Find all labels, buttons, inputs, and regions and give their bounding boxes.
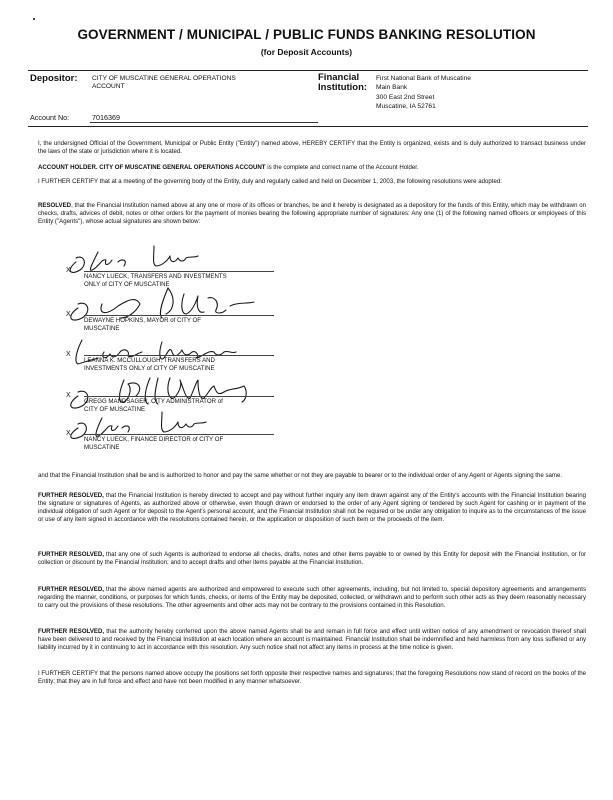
signature-4-x-mark: X <box>66 392 71 399</box>
document-subtitle: (for Deposit Accounts) <box>260 47 353 57</box>
signature-4-line <box>84 396 274 397</box>
resolved-paragraph <box>38 202 586 226</box>
scan-speck <box>33 18 35 20</box>
institution-line3: 300 East 2nd Street <box>376 94 435 101</box>
signer-2-name-line2: MUSCATINE <box>84 324 120 332</box>
institution-label-line2: Institution: <box>318 82 368 93</box>
resolved-rest: , that the Financial Institution named above at any one or more of its offices or branches, be and it hereby is designated as a depository for the funds of this Entity, which may be withdrawn on checks, drafts, advices of debit, notes or other orders for the payment of monies bearing the following appropriate number of signatures: Any one (1) of the following named officers or employees of this Entity ("Agents"), whose actual signatures are shown below: <box>38 202 586 225</box>
signer-4-name-line1: GREGG MANDSAGER, CITY ADMINISTRATOR of <box>84 398 223 405</box>
depositor-name-line2: ACCOUNT <box>92 83 125 90</box>
further-resolved-4-rest: that the authority hereby conferred upon the above named Agents shall be and remain in full force and effect until written notice of any amendment or revocation thereof shall have been delivered to and received by the Financial Institution at each location where an account is maintained. Financial Institution shall be indemnified and held harmless from any loss suffered or any liability incurred by it in continuing to act in accordance with this resolution. Any such notice shall not affect any items in process at the time notice is given. <box>38 628 586 651</box>
further-resolved-4-lead: FURTHER RESOLVED, <box>38 628 105 635</box>
signature-5-line <box>84 434 274 435</box>
signer-5-name-line2: MUSCATINE <box>84 443 120 451</box>
section-rule <box>28 126 588 127</box>
honor-paragraph: and that the Financial Institution shall be and is authorized to honor and pay the same whether or not they are payable to bearer or to the individual order of any Agent or Agents signing the same. <box>38 472 563 479</box>
signature-2-line <box>84 315 274 316</box>
signer-2-name <box>84 317 290 332</box>
resolved-lead: RESOLVED <box>38 202 72 209</box>
signer-4-name-line2: CITY OF MUSCATINE <box>84 405 146 413</box>
signature-2-x-mark: X <box>66 311 71 318</box>
account-label: Account No: <box>30 113 70 122</box>
further-resolved-3 <box>38 586 586 610</box>
signature-5-x-mark: X <box>66 430 71 437</box>
signature-1-line <box>84 271 274 272</box>
signer-5-name <box>84 436 290 451</box>
institution-line1: First National Bank of Muscatine <box>376 75 471 82</box>
signature-3-line <box>84 355 274 356</box>
institution-line2: Main Bank <box>376 84 408 91</box>
further-resolved-2-rest: that any one of such Agents is authorized to endorse all checks, drafts, notes and other items payable to or owned by this Entity for deposit with the Financial Institution, or for collection or discount by the Financial Institution; and to accept drafts and other items payable at the Financial Institution. <box>38 551 586 566</box>
further-resolved-2 <box>38 551 586 567</box>
top-rule <box>28 70 588 71</box>
account-underline <box>90 122 318 123</box>
institution-label-line1: Financial <box>318 72 360 83</box>
signer-1-name-line1: NANCY LUECK, TRANSFERS AND INVESTMENTS <box>84 273 227 280</box>
further-resolved-2-lead: FURTHER RESOLVED, <box>38 551 104 558</box>
further-resolved-3-rest: that the above named agents are authorized and empowered to execute such other agreements, including, but not limited to, special depository agreements and arrangements regarding the manner, conditions, or purposes for which funds, checks, or items of the Entity may be deposited, collected, or withdrawn and to perform such other acts as they deem reasonably necessary to carry out the provisions of these resolutions. The other agreements and other acts may not be contrary to the provisions contained in this Resolution. <box>38 586 586 609</box>
account-holder-rest: is the complete and correct name of the Account Holder. <box>265 164 419 171</box>
account-number: 7016369 <box>92 113 120 122</box>
institution-line4: Muscatine, IA 52761 <box>376 103 436 110</box>
meeting-paragraph: I FURTHER CERTIFY that at a meeting of the governing body of the Entity, duly and regularly called and held on December 1, 2003, the following resolutions were adopted: <box>38 178 502 185</box>
further-resolved-1-lead: FURTHER RESOLVED, <box>38 492 104 499</box>
account-holder-paragraph <box>38 164 586 172</box>
signer-3-name-line1: LEANNA K. MCCULLOUGH, TRANSFERS AND <box>84 357 215 364</box>
depositor-name-line1: CITY OF MUSCATINE GENERAL OPERATIONS <box>92 75 236 82</box>
further-resolved-3-lead: FURTHER RESOLVED, <box>38 586 104 593</box>
further-resolved-1-rest: that the Financial Institution is hereby directed to accept and pay without further inquiry any item drawn against any of the Entity's accounts with the Financial Institution bearing the signature or signatures of Agents, as authorized above or otherwise, even though drawn or endorsed to the order of any Agent signing or tendered by such Agent for cashing or in payment of the individual obligation of such Agent or for deposit to the Agent's personal account, and the Financial Institution shall not be required or be under any obligation to inquire as to the circumstances of the issue or use of any item signed in accordance with the resolutions contained herein, or the application or disposition of such item or the proceeds of the item. <box>38 492 586 523</box>
signer-3-name-line2: INVESTMENTS ONLY of CITY OF MUSCATINE <box>84 364 215 372</box>
signer-2-name-line1: DEWAYNE HOPKINS, MAYOR of CITY OF <box>84 317 201 324</box>
institution-label <box>318 73 367 93</box>
depositor-label: Depositor: <box>30 73 78 84</box>
signature-1-x-mark: X <box>66 267 71 274</box>
signer-5-name-line1: NANCY LUECK, FINANCE DIRECTOR of CITY OF <box>84 436 224 443</box>
signer-1-name-line2: ONLY of CITY OF MUSCATINE <box>84 280 170 288</box>
document-title: GOVERNMENT / MUNICIPAL / PUBLIC FUNDS BANKING RESOLUTION <box>77 27 536 42</box>
certify-paragraph: I, the undersigned Official of the Government, Municipal or Public Entity ("Entity") named above, HEREBY CERTIFY that the Entity is organized, exists and is duly authorized to transact business under the laws of the state or jurisdiction where it is located. <box>38 140 586 155</box>
further-resolved-4 <box>38 628 586 652</box>
final-certify-paragraph: I FURTHER CERTIFY that the persons named above occupy the positions set forth opposite their respective names and signatures; that the foregoing Resolutions now stand of record on the books of the Entity; that they are in full force and effect and have not been modified in any manner whatsoever. <box>38 670 586 685</box>
account-holder-lead: ACCOUNT HOLDER. CITY OF MUSCATINE GENERAL OPERATIONS ACCOUNT <box>38 164 266 171</box>
further-resolved-1 <box>38 492 586 524</box>
signature-3-x-mark: X <box>66 351 71 358</box>
